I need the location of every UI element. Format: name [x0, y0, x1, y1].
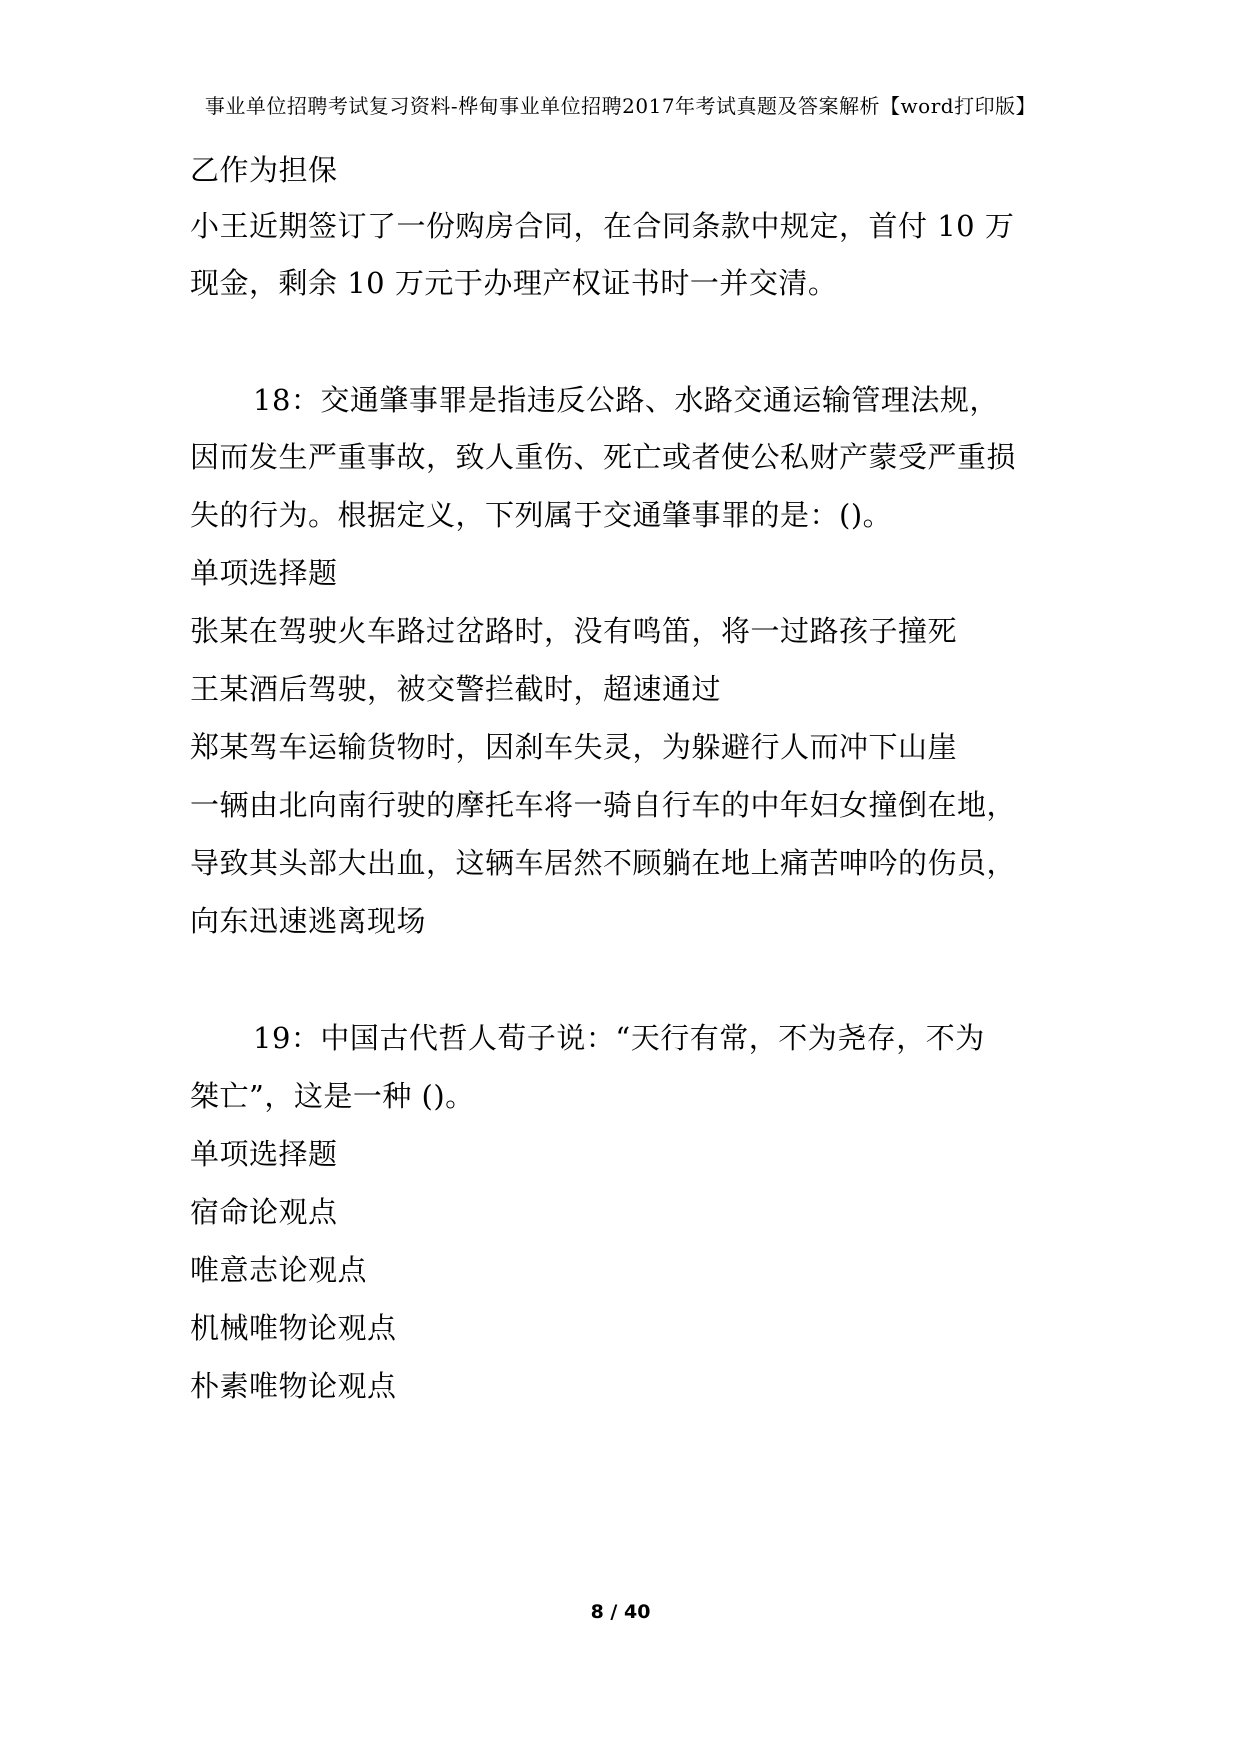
q19-stem-line-2: 桀亡”，这是一种 ()。 [190, 1079, 475, 1113]
q19-stem-line-1: 19：中国古代哲人荀子说：“天行有常，不为尧存，不为 [253, 1021, 985, 1055]
q18-option-4-line-3: 向东迅速逃离现场 [190, 904, 427, 938]
page-header-title: 事业单位招聘考试复习资料-桦甸事业单位招聘2017年考试真题及答案解析【word打印版】 [204, 94, 1037, 118]
q17-option-tail: 乙作为担保 [190, 153, 338, 187]
q17-last-option-line-1: 小王近期签订了一份购房合同，在合同条款中规定，首付 10 万 [190, 209, 1015, 243]
q18-option-1: 张某在驾驶火车路过岔路时，没有鸣笛，将一过路孩子撞死 [190, 614, 958, 648]
q19-question-type: 单项选择题 [190, 1137, 338, 1171]
q19-option-1: 宿命论观点 [190, 1195, 338, 1229]
page-number: 8 / 40 [590, 1601, 651, 1623]
q18-option-4-line-1: 一辆由北向南行驶的摩托车将一骑自行车的中年妇女撞倒在地， [190, 788, 1017, 822]
q19-option-4: 朴素唯物论观点 [190, 1369, 397, 1403]
q18-option-4-line-2: 导致其头部大出血，这辆车居然不顾躺在地上痛苦呻吟的伤员， [190, 846, 1017, 880]
q18-option-2: 王某酒后驾驶，被交警拦截时，超速通过 [190, 672, 722, 706]
q19-option-3: 机械唯物论观点 [190, 1311, 397, 1345]
q18-stem-line-1: 18：交通肇事罪是指违反公路、水路交通运输管理法规， [253, 383, 999, 417]
q18-question-type: 单项选择题 [190, 556, 338, 590]
q18-option-3: 郑某驾车运输货物时，因刹车失灵，为躲避行人而冲下山崖 [190, 730, 958, 764]
q18-stem-line-3: 失的行为。根据定义，下列属于交通肇事罪的是：()。 [190, 498, 893, 532]
q17-last-option-line-2: 现金，剩余 10 万元于办理产权证书时一并交清。 [190, 266, 838, 300]
q18-stem-line-2: 因而发生严重事故，致人重伤、死亡或者使公私财产蒙受严重损 [190, 440, 1017, 474]
q19-option-2: 唯意志论观点 [190, 1253, 368, 1287]
